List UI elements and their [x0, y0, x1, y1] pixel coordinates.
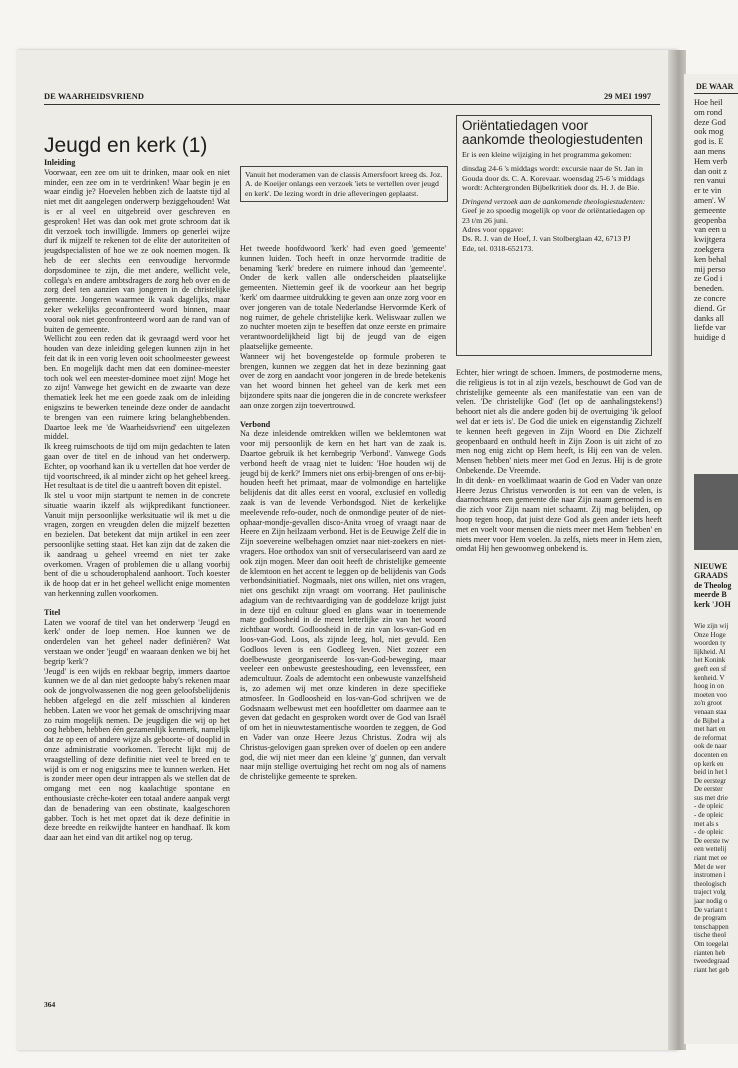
article-column-2: [240, 244, 446, 944]
paragraph: Het tweede hoofdwoord 'kerk' had even goed 'gemeente' kunnen luiden. Toch heeft in onze hervormde traditie de benaming 'kerk' bredere en ruimere inhoud dan 'gemeente'. Onder de kerk vallen alle onderscheiden plaatselijke gemeenten. Niettemin geef ik de voorkeur aan het begrip 'kerk' om daarmee uitdrukking te geven aan onze zorg voor en over jongeren van de totale Nederlandse Hervormde Kerk of nog ruimer, de gehele christelijke kerk. Weliswaar zullen we zo nuchter moeten zijn te beseffen dat onze eerste en primaire verantwoordelijkheid ligt bij de jeugd van de eigen plaatselijke gemeente.: [240, 244, 446, 351]
next-page-line: kwijtgera: [694, 235, 726, 245]
article-column-3: [456, 368, 662, 948]
next-page-small-line: een wettelij: [694, 845, 727, 854]
next-page-line: gemeente: [694, 205, 727, 215]
next-page-line: ze God i: [694, 274, 723, 284]
next-page-small-line: het Konink: [694, 656, 726, 665]
next-page-line: ook mog: [694, 127, 724, 137]
info-box-orientation-days: [456, 115, 652, 356]
next-page-small-line: met als s: [694, 819, 719, 828]
next-page-small-line: De eerste tw: [694, 836, 729, 845]
next-page-small-line: Met de wer: [694, 862, 726, 871]
next-page-small-line: ook de naar: [694, 742, 727, 751]
next-page-line: zoekgera: [694, 244, 725, 254]
next-page-small-line: instromen i: [694, 871, 726, 880]
next-page-small-line: De variant t: [694, 905, 728, 914]
next-page-small-line: zo'n groot: [694, 699, 722, 708]
paragraph: Ik stel u voor mijn startpunt te nemen in de concrete situatie waarin ikzelf als wijkpredikant functioneer. Vanuit mijn persoonlijke werksituatie wil ik met u die vragen, zorgen en vreugden delen die mijzelf bezetten en bezielen. Dat betekent dat mijn artikel in een zeer persoonlijke setting staat. Het kan zijn dat de zaken die ik aandraag u geheel vreemd en niet ter zake overkomen. Vragen of problemen die u allang voorbij bent of die u schouderophalend aanhoort. Toch koester ik de hoop dat er in het geheel wellicht enige momenten van herkenning zullen voorkomen.: [44, 491, 230, 599]
info-box-title: Oriëntatiedagen voor aankomde theologiestudenten: [462, 118, 643, 147]
next-page-small-line: woorden ty: [694, 639, 726, 648]
photo: [694, 474, 738, 550]
next-page-line: aan mens: [694, 146, 726, 156]
running-header-date: 29 MEI 1997: [604, 92, 652, 101]
info-box-request: Dringend verzoek aan de aankomende theologiestudenten:: [462, 197, 646, 207]
next-page-small-line: de program: [694, 914, 727, 923]
paragraph: Ik kreeg ruimschoots de tijd om mijn gedachten te laten gaan over de titel en de inhoud van het onderwerp. Echter, op voorhand kan ik u vertellen dat hoe verder de tijd voortschreed, ik al minder zicht op het geheel kreeg. Het resultaat is de titel die u aantreft boven dit epistel.: [44, 442, 230, 491]
next-page-small-line: de Bijbel a: [694, 716, 725, 725]
running-header-publication: DE WAARHEIDSVRIEND: [44, 92, 145, 101]
paragraph: Laten we vooraf de titel van het onderwerp 'Jeugd en kerk' onder de loep nemen. Hoe kunnen we de onderdelen van het geheel nader definiëren? Wat verstaan we onder 'jeugd' en waaraan denken we bij het begrip 'kerk'?: [44, 617, 230, 666]
next-page-small-line: - de opleic: [694, 811, 724, 820]
next-page-line: huidige d: [694, 333, 726, 343]
header-rule: [44, 104, 660, 105]
next-page-line: diend. Gr: [694, 303, 726, 313]
next-page-small-line: beid in het l: [694, 768, 728, 777]
next-page-header: DE WAAR: [696, 82, 734, 91]
page-number: 364: [44, 1000, 56, 1009]
next-page-line: liefde var: [694, 323, 726, 333]
next-page-small-line: De eerstegr: [694, 776, 727, 785]
paragraph: In dit denk- en voelklimaat waarin de God en Vader van onze Heere Jezus Christus verworden is tot een van de velen, is daarnochtans een gemeente die naar Zijn naam genoemd is en die zich voor Zijn naam niet schaamt. Zij mag belijden, op hoop tegen hoop, dat juist deze God als geen ander iets heeft met en voelt voor mensen die niets meer met Hem 'hebben' en niets meer voor Hem voelen. Ja zelfs, niets meer in Hem zien, omdat Hij hen gewoonweg onbekend is.: [456, 475, 662, 554]
next-page-line: ren vanui: [694, 176, 726, 186]
next-page-small-line: theologisch: [694, 879, 727, 888]
next-page-line: dan ooit z: [694, 166, 728, 176]
next-page-bold-line: NIEUWE: [694, 562, 728, 571]
next-page-small-line: jaar nodig o: [694, 897, 728, 905]
paragraph: 'Jeugd' is een wijds en rekbaar begrip, immers daartoe kunnen we de al dan niet gedoopte baby's rekenen maar ook de jongvolwassenen die nog geen geloofsbelijdenis hebben afgelegd en die zelf misschien al kinderen hebben. Laten we voor het gemak de omschrijving maar zo ruim mogelijk nemen. De jeugdigen die wij op het oog hebben, hebben één gezamenlijk kenmerk, namelijk dat ze op een of andere wijze als geboorte- of dooplid in onze administratie voorkomen. Terecht lijkt mij de vraagstelling of deze definitie niet veel te breed en te wijd is om er nog enigszins mee te kunnen werken. Het is zonder meer open deur intrappen als we stellen dat de omgang met een nog kaalachtige spontane en enthousiaste crèche-koter een totaal andere aanpak vergt dan de benadering van een obstinate, kaalgeschoren gabber. Toch is het met opzet dat ik deze definitie in deze breedte en reikwijdte hanteer en handhaaf. Ik kom daar aan het eind van dit artikel nog op terug.: [44, 666, 230, 843]
next-page-bold-line: de Theolog: [694, 580, 732, 590]
next-page-line: danks all: [694, 313, 725, 323]
paragraph: Wanneer wij het bovengestelde op formule proberen te brengen, kunnen we zeggen dat het in deze bezinning gaat over de zorg en aandacht voor jongeren in de brede betekenis van het woord binnen het geheel van de kerk met een bijzondere spits naar die jongeren die in de concrete werksfeer aan onze zorgen zijn toevertrouwd.: [240, 351, 446, 410]
article-column-1: [44, 158, 230, 938]
next-page-text: [694, 98, 738, 343]
next-page-small-line: rianten heb: [694, 948, 726, 957]
next-page-small-line: geeft een sf: [694, 664, 727, 673]
next-page-bold-heading: [694, 562, 731, 609]
next-page-small-line: venaan staa: [694, 707, 727, 716]
section-heading-titel: Titel: [44, 607, 61, 617]
info-box-address-label: Adres voor opgave:: [462, 225, 524, 235]
next-page-line: Hoe heil: [694, 98, 723, 107]
paragraph: Na deze inleidende omtrekken willen we beklemtonen wat voor mij persoonlijk de kern en het hart van de zaak is. Daartoe gebruik ik het kernbegrip 'Verbond'. Vanwege Gods verbond heeft de vraag niet te luiden: 'Hoe houden wij de jeugd bij de kerk?' Immers niet ons erbij-brengen of ons er-bij-houden heeft het primaat, maar de volmondige en hartelijke belijdenis dat dit alles eerst en vooral, exclusief en volledig zaak is van de levende Verbondsgod. Niet de kerkelijke meelevende refo-ouder, noch de onmondige peuter of de niet-ophaar-mondje-gevallen disco-Anita vroeg of vraagt naar de Heere en Zijn heilzaam verbond. Het is de Eeuwige Zelf die in Zijn soevereine welbehagen omziet naar niet-zoekers en niet-vragers. Hoe orthodox van snit of verseculariseerd van aard ze ook zijn mogen. Meer dan ooit heeft de christelijke gemeente de klemtoon en het accent te leggen op de belijdenis van Gods verbondsinitiatief. Nogmaals, niet ons willen, niet ons vragen, niet ons geschikt zijn vraagt om voorrang. Het paulinische adagium van de rechtvaardiging van de goddeloze krijgt juist in deze tijd en cultuur gloed en glans waar in toenemende mate godloosheid in de meest letterlijke zin van het woord zichtbaar wordt. Godloosheid in de zin van los-van-God en loos-van-God. Loos, als zijnde leeg, hol, niet gevuld. Een Godloos leven is een Godleeg leven. Niet zozeer een doelbewuste georganiseerde los-van-God-beweging, maar veeleer een onbewuste geesteshouding, een levenssfeer, een ademcultuur. Zoals de ademtocht een onbewuste vanzelfsheid is, zo ademen wij met onze kinderen in deze specifieke atmosfeer. In Godloosheid en los-van-God schrijven we de Godsnaam welbewust met een hoofdletter om daarmee aan te geven dat gedacht en gesproken wordt over de God van Israël of om het in nieuwtestamentische woorden te zeggen, de God en Vader van onze Heere Jezus Christus. Zodra wij als Christus-gelovigen gaan spreken over of doelen op een andere god, die wij niet meer dan een kleine 'g' gunnen, dan vervalt naar mijn stellige overtuiging het recht om nog als of namens de christelijke gemeente te spreken.: [240, 429, 446, 782]
next-page-small-line: kenheid. V: [694, 673, 725, 682]
paragraph: Echter, hier wringt de schoen. Immers, de postmoderne mens, die religieus is tot in al zijn vezels, beschouwt de God van de christelijke gemeente als een manifestatie van een van de velen. 'De christelijke God' (let op de aanhalingstekens!) behoort niet als die andere goden bij de overtuiging 'ik geloof wel dat er iets is'. De God die uniek en eigenstandig Zichzelf te kennen heeft gegeven in Zijn Woord en Die Zichzelf geopenbaard en onthuld heeft in Zijn Zoon is uit zicht of zo men nog enig zicht op Hem heeft, is Hij een van de velen. Mensen 'hebben' niets meer met God en Jezus. Hij is de grote Onbekende. De Vreemde.: [456, 368, 662, 475]
next-page-line: amen'. W: [694, 195, 726, 205]
info-box-intro: Er is een kleine wijziging in het programma gekomen:: [462, 150, 632, 159]
next-page-line: beneden.: [694, 284, 724, 294]
next-page-line: geopenba: [694, 215, 727, 225]
next-page-line: ze concre: [694, 293, 726, 303]
next-page-header-rule: [694, 93, 738, 94]
next-page-small-line: Wie zijn wij: [694, 622, 729, 630]
next-page-small-line: tenschappen: [694, 922, 729, 931]
next-page-small-line: moeten voo: [694, 690, 727, 699]
next-page-bold-line: kerk 'JOH: [694, 599, 731, 609]
next-page-small-line: hoog in on: [694, 682, 724, 691]
next-page-small-line: - de opleic: [694, 802, 724, 811]
next-page-small-line: Onze Hoge: [694, 630, 726, 639]
next-page-line: er te vin: [694, 186, 722, 196]
next-page-small-line: Om toegelat: [694, 939, 729, 948]
next-page-small-line: lijkheid. Al: [694, 647, 726, 656]
next-page-small-line: riant het geb: [694, 965, 729, 974]
next-page-small-line: met hart en: [694, 725, 726, 734]
next-page-line: om rond: [694, 107, 723, 117]
next-page-bold-line: GRAADS: [694, 571, 728, 581]
paragraph: Wellicht zou een reden dat ik gevraagd werd voor het houden van deze inleiding gelegen kunnen zijn in het feit dat ik in een vorig leven ooit schoolmeester geweest ben. En mogelijk dacht men dat een dominee-meester toch ook wel een meester-dominee moet zijn! Moge het zo zijn! Vanwege het gewicht en de zwaarte van deze thematiek leek het me een goede zaak om de inleiding enigszins te bewerken teneinde deze onder de aandacht te brengen van een ruimere kring belanghebbenden. Daartoe leek me 'de Waarheidsvriend' een uitgelezen middel.: [44, 334, 230, 442]
next-page-small-line: - de opleic: [694, 828, 724, 837]
section-heading-inleiding: Inleiding: [44, 158, 76, 167]
section-heading-verbond: Verbond: [240, 419, 271, 429]
next-page-bold-line: meerde B: [694, 590, 727, 600]
page-right-partial: [684, 74, 738, 1044]
next-page-line: god is. E: [694, 137, 724, 147]
next-page-small-line: De eerster: [694, 785, 723, 794]
info-box-schedule: dinsdag 24-6 's middags wordt: excursie naar de St. Jan in Gouda door ds. C. A. Korevaar. woensdag 25-6 's middags wordt: Achtergronden Bijbelkritiek door ds. H. J. de Bie.: [462, 164, 645, 192]
next-page-line: mij perso: [694, 264, 726, 274]
next-page-small-line: de reformat: [694, 733, 727, 742]
info-box-instructions: Geef je zo spoedig mogelijk op voor de oriëntatiedagen op 23 t/m 26 juni.: [462, 206, 645, 225]
next-page-small-line: docenten en: [694, 750, 728, 759]
next-page-line: van een u: [694, 225, 727, 235]
next-page-small-line: op kerk en: [694, 759, 724, 768]
next-page-small-text: [694, 622, 729, 974]
next-page-small-line: riant met ee: [694, 854, 728, 863]
next-page-small-line: tweedegraad: [694, 957, 730, 966]
next-page-line: ken behal: [694, 254, 727, 264]
next-page-line: deze God: [694, 117, 726, 127]
next-page-line: Hem verb: [694, 156, 728, 166]
paragraph: Voorwaar, een zee om uit te drinken, maar ook en niet minder, een zee om in te verdrinken! Waar begin je en waar eindig je? Hoevelen hebben zich de laatste tijd al niet met dit aangelegen onderwerp beziggehouden! Wat is er al veel en uitgebreid over geschreven en gesproken! Het was dan ook met grote schroom dat ik dit verzoek toch inwilligde. Immers op generlei wijze durf ik mijzelf te rekenen tot de elite der autoriteiten of jeugdspecialisten of hoe we ze ook noemen mogen. Ik heb de eer slechts een eenvoudige hervormde dorpsdominee te zijn, die met andere, wellicht vele, collega's en andere ambtsdragers de zorg heb over en de zorg deel ten aanzien van jongeren in de christelijke gemeente. Jongeren waarmee ik vaak dagelijks, maar zeker wekelijks geconfronteerd word binnen, maar vooral ook niet geconfronteerd word aan de rand van of buiten de gemeente.: [44, 167, 230, 334]
next-page-small-line: traject volg: [694, 888, 726, 897]
editorial-notice: Vanuit het moderamen van de classis Amersfoort kreeg ds. Joz. A. de Koeijer onlangs een verzoek 'iets te vertellen over jeugd en kerk'. De lezing wordt in drie afleveringen geplaatst.: [240, 166, 448, 202]
next-page-small-line: sus met drie: [694, 793, 728, 802]
article-title: Jeugd en kerk (1): [44, 134, 208, 157]
next-page-small-line: tische theol: [694, 931, 727, 940]
info-box-address: Ds. R. J. van de Hoef, J. van Stolberglaan 42, 6713 PJ Ede, tel. 0318-652173.: [462, 234, 631, 253]
